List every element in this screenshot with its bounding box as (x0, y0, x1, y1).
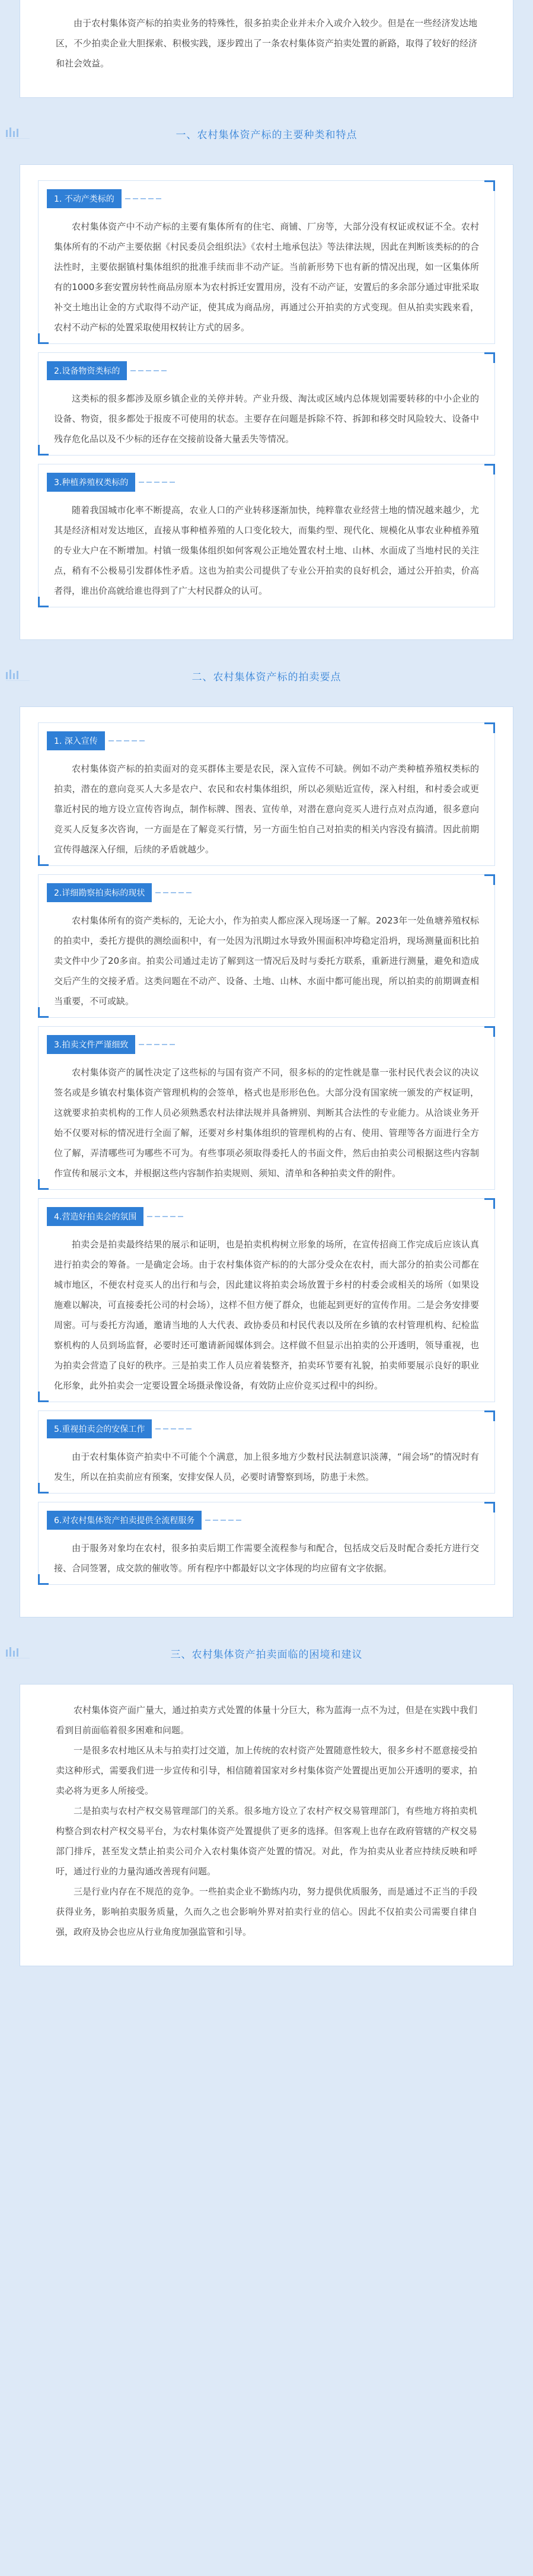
paragraph: 农村集体资产中不动产标的主要有集体所有的住宅、商铺、厂房等，大部分没有权证或权证不全。农村集体所有的不动产主要依据《村民委员会组织法》《农村土地承包法》等法律法规，因此在判断该类标的的合法性时，主要依据镇村集体组织的批准手续而非不动产证。当前新形势下也有新的情况出现，如一区集体所有的1000多套安置房转性商品房原本为农村拆迁安置用房，没有不动产证，安置后的多余部分通过审批采取补交土地出让金的方式取得不动产证，使其成为商品房，再通过公开拍卖的方式变现。但从拍卖实践来看，农村不动产标的处置采取使用权转让方式的居多。 (54, 221, 479, 333)
section-1-card (20, 164, 513, 640)
intro-card (20, 0, 513, 98)
bar-chart-mark-icon (0, 118, 43, 149)
subsection-2-3 (38, 1026, 495, 1190)
subsection-2-1 (38, 722, 495, 866)
dashes-decoration-icon (139, 1044, 175, 1045)
paragraph: 三是行业内存在不规范的竞争。一些拍卖企业不勤练内功，努力提供优质服务，而是通过不正当的手段获得业务，影响拍卖服务质量，久而久之也会影响外界对拍卖行业的信心。因此不仅拍卖公司需要自律自强，政府及协会也应从行业角度加强监管和引导。 (56, 1886, 477, 1937)
paragraph: 二是拍卖与农村产权交易管理部门的关系。很多地方设立了农村产权交易管理部门，有些地方将拍卖机构整合到农村产权交易平台，为农村集体资产处置提供了更多的选择。但客观上也存在政府管辖的产权交易部门排斥，甚至发文禁止拍卖公司介入农村集体资产处置的情况。对此，作为拍卖从业者应持续反映和呼吁，通过行业的力量沟通改善现有问题。 (56, 1806, 477, 1877)
subsection-1-2 (38, 352, 495, 456)
dashes-decoration-icon (147, 1216, 183, 1217)
subsection-2-2 (38, 874, 495, 1018)
section-1-title: 一、农村集体资产标的主要种类和特点 (175, 129, 358, 141)
dashes-decoration-icon (130, 370, 167, 371)
dashes-decoration-icon (155, 1428, 192, 1429)
subsection-label: 2.设备物资类标的 (47, 361, 127, 380)
paragraph: 农村集体资产标的拍卖面对的竞买群体主要是农民，深入宣传不可缺。例如不动产类种植养殖权类标的拍卖，潜在的意向竞买人大多是农户、农民和农村集体组织，所以必须贴近宣传，深入村组，和村委会或更靠近村民的地方设立宣传咨询点，制作标牌、图表、宣传单，对潜在意向竞买人进行点对点沟通，很多意向竞买人反复多次咨询，一方面是在了解竞买行情，另一方面生怕自己对拍卖的相关内容没有搞清。因此前期宣传得越深入仔细，后续的矛盾就越少。 (54, 763, 479, 855)
subsection-label: 3.种植养殖权类标的 (47, 473, 135, 492)
subsection-2-4 (38, 1198, 495, 1402)
paragraph: 由于服务对象均在农村，很多拍卖后期工作需要全流程参与和配合，包括成交后及时配合委托方进行交接、合同签署，成交款的催收等。所有程序中都最好以文字体现的均应留有文字依据。 (54, 1543, 479, 1574)
subsection-label: 2.详细勘察拍卖标的现状 (47, 883, 152, 902)
paragraph: 农村集体所有的资产类标的，无论大小，作为拍卖人都应深入现场逐一了解。2023年一处鱼塘养殖权标的拍卖中，委托方提供的测绘面积中，有一处因为汛期过水导致外围面积冲垮稳定沿坍，现场测量面积比拍卖文件中少了20多亩。拍卖公司通过走访了解到这一情况后及时与委托方联系，重新进行测量，避免和造成交后产生的交接矛盾。这类问题在不动产、设备、土地、山林、水面中都可能出现，所以拍卖的前期调查相当重要，不可或缺。 (54, 915, 479, 1007)
paragraph: 农村集体资产的属性决定了这些标的与国有资产不同，很多标的的定性就是靠一张村民代表会议的决议签名或是乡镇农村集体资产管理机构的会签单，格式也是形形色色。大部分没有国家统一颁发的产权证明，这就要求拍卖机构的工作人员必须熟悉农村法律法规并具备辨别、判断其合法性的专业能力。从洽谈业务开始不仅要对标的情况进行全面了解，还要对乡村集体组织的管理机构的占有、使用、管理等各方面进行全方位了解，弄清哪些可为哪些不可为。有些事项必须取得委托人的书面文件，然后由拍卖公司根据这些内容制作宣传和展示文本，并根据这些内容制作拍卖规则、须知、清单和各种拍卖文件的附件。 (54, 1067, 479, 1179)
section-2-card (20, 706, 513, 1617)
dashes-decoration-icon (205, 1520, 241, 1521)
dashes-decoration-icon (139, 482, 175, 483)
dashes-decoration-icon (108, 740, 145, 741)
paragraph: 随着我国城市化率不断提高，农业人口的产业转移逐渐加快，纯粹靠农业经营土地的情况越来越少，尤其是经济相对发达地区，直接从事种植养殖的人口变化较大，而集约型、现代化、规模化从事农业种植养殖的专业大户在不断增加。村镇一级集体组织如何客观公正地处置农村土地、山林、水面成了当地村民的关注点，稍有不公极易引发群体性矛盾。这也为拍卖公司提供了专业公开拍卖的良好机会，通过公开拍卖，价高者得，谁出价高就给谁也得到了广大村民群众的认可。 (54, 505, 479, 596)
subsection-2-5 (38, 1410, 495, 1494)
subsection-1-1 (38, 180, 495, 344)
section-1-header (0, 118, 533, 149)
section-2-header (0, 660, 533, 691)
section-2-title: 二、农村集体资产标的拍卖要点 (192, 671, 341, 683)
subsection-label: 6.对农村集体资产拍卖提供全流程服务 (47, 1511, 202, 1530)
dashes-decoration-icon (155, 892, 192, 893)
section-3-card (20, 1684, 513, 1966)
subsection-label: 3.拍卖文件严谨细致 (47, 1035, 135, 1054)
paragraph: 农村集体资产面广量大，通过拍卖方式处置的体量十分巨大，称为蓝海一点不为过，但是在实践中我们看到目前面临着很多困难和问题。 (56, 1705, 477, 1736)
subsection-label: 1. 深入宣传 (47, 731, 105, 750)
bar-chart-mark-icon (0, 660, 43, 691)
section-3-header (0, 1638, 533, 1668)
subsection-label: 1. 不动产类标的 (47, 189, 122, 208)
subsection-label: 4.营造好拍卖会的氛围 (47, 1207, 143, 1226)
subsection-1-3 (38, 464, 495, 607)
subsection-2-6 (38, 1502, 495, 1585)
paragraph: 拍卖会是拍卖最终结果的展示和证明，也是拍卖机构树立形象的场所，在宣传招商工作完成后应该认真进行拍卖会的筹备。一是确定会场。由于农村集体资产标的的大部分受众在农村，而大部分的拍卖公司都在城市地区，不便农村竞买人的出行和与会，因此建议将拍卖会场放置于乡村的村委会或相关的场所（如果设施难以解决，可直接委托公司的村会场），这样不但方便了群众，也能起到更好的宣传作用。二是会务安排要周密。可与委托方沟通，邀请当地的人大代表、政协委员和村民代表以及所在乡镇的农村管理机构、纪检监察机构的人员到场监督，必要时还可邀请新闻媒体到会。这样做不但显示出拍卖的公开透明，领导重视，也为拍卖会营造了良好的秩序。三是拍卖工作人员应着装整齐，拍卖环节要有礼貌，拍卖师要展示良好的职业化形象，此外拍卖会一定要设置全场摄录像设备，有效防止应价竞买过程中的纠纷。 (54, 1239, 479, 1391)
paragraph: 这类标的很多都涉及原乡镇企业的关停并转。产业升级、淘汰或区域内总体规划需要转移的中小企业的设备、物资，很多都处于报废不可使用的状态。主要存在问题是拆除不符、拆卸和移交时风险较大、设备中残存危化品以及不少标的还存在交接前设备大量丢失等情况。 (54, 393, 479, 444)
bar-chart-mark-icon (0, 1638, 43, 1668)
subsection-label: 5.重视拍卖会的安保工作 (47, 1419, 152, 1438)
dashes-decoration-icon (125, 198, 161, 199)
section-3-title: 三、农村集体资产拍卖面临的困境和建议 (170, 1648, 363, 1661)
paragraph: 一是很多农村地区从未与拍卖打过交道，加上传统的农村资产处置随意性较大，很多乡村不愿意接受拍卖这种形式，需要我们进一步宣传和引导，相信随着国家对乡村集体资产处置提出更加公开透明的要求，拍卖必将为更多人所接受。 (56, 1745, 477, 1796)
paragraph: 由于农村集体资产拍卖中不可能个个满意，加上很多地方少数村民法制意识淡薄，“闹会场”的情况时有发生，所以在拍卖前应有预案，安排安保人员，必要时请警察到场，防患于未然。 (54, 1451, 479, 1482)
intro-paragraph: 由于农村集体资产标的拍卖业务的特殊性，很多拍卖企业并未介入或介入较少。但是在一些经济发达地区，不少拍卖企业大胆探索、积极实践，逐步蹚出了一条农村集体资产拍卖处置的新路，取得了较好的经济和社会效益。 (56, 18, 477, 69)
